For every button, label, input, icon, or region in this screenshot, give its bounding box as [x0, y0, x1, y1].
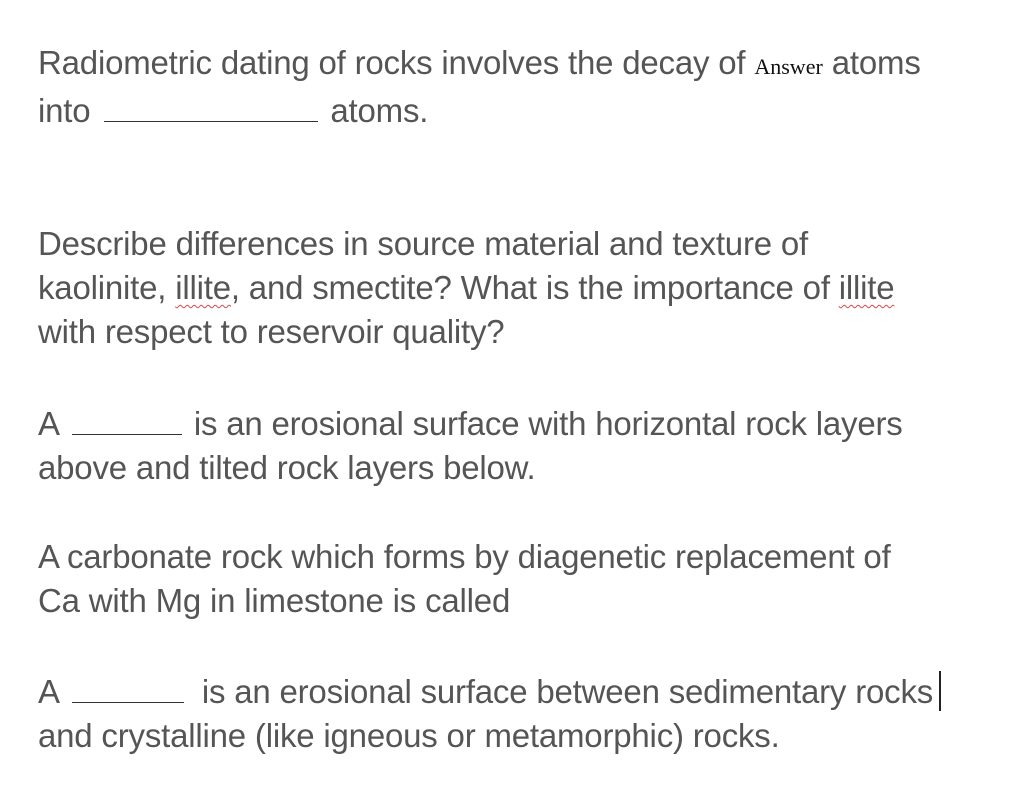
question-line: [38, 670, 1013, 714]
question-line: [38, 41, 1013, 89]
spellcheck-word-illite: illite: [175, 269, 231, 306]
question-angular-unconformity: [38, 402, 1013, 490]
question-text: kaolinite,: [38, 269, 167, 306]
question-text: atoms: [831, 44, 921, 81]
question-line: [38, 266, 1013, 310]
question-line: and crystalline (like igneous or metamorphic) rocks.: [38, 717, 780, 754]
question-line: [38, 89, 1013, 133]
question-line: above and tilted rock layers below.: [38, 449, 536, 486]
question-line: A carbonate rock which forms by diagenetic replacement of: [38, 538, 891, 575]
answer-blank[interactable]: [104, 95, 318, 122]
question-text: into: [38, 92, 91, 129]
spellcheck-word-illite: illite: [838, 269, 895, 306]
question-nonconformity: [38, 670, 1013, 758]
question-line: with respect to reservoir quality?: [38, 313, 505, 350]
question-text: A: [38, 405, 60, 442]
answer-blank[interactable]: [72, 676, 184, 703]
text-cursor: [939, 671, 941, 711]
question-text: is an erosional surface with horizontal rock layers: [193, 405, 903, 442]
question-line: [38, 402, 1013, 446]
question-clay-minerals: [38, 222, 1013, 354]
question-text: A: [38, 673, 60, 710]
question-radiometric-dating: [38, 41, 1013, 133]
question-line: Describe differences in source material and texture of: [38, 225, 808, 262]
answer-blank[interactable]: [72, 408, 182, 435]
question-dolomite: [38, 535, 1013, 623]
question-text: Radiometric dating of rocks involves the decay of: [38, 44, 746, 81]
question-text: atoms.: [330, 92, 429, 129]
question-line: Ca with Mg in limestone is called: [38, 582, 511, 619]
question-text: is an erosional surface between sedimentary rocks: [201, 673, 934, 710]
answer-dropdown[interactable]: Answer: [754, 54, 823, 79]
question-text: , and smectite? What is the importance of: [230, 269, 830, 306]
